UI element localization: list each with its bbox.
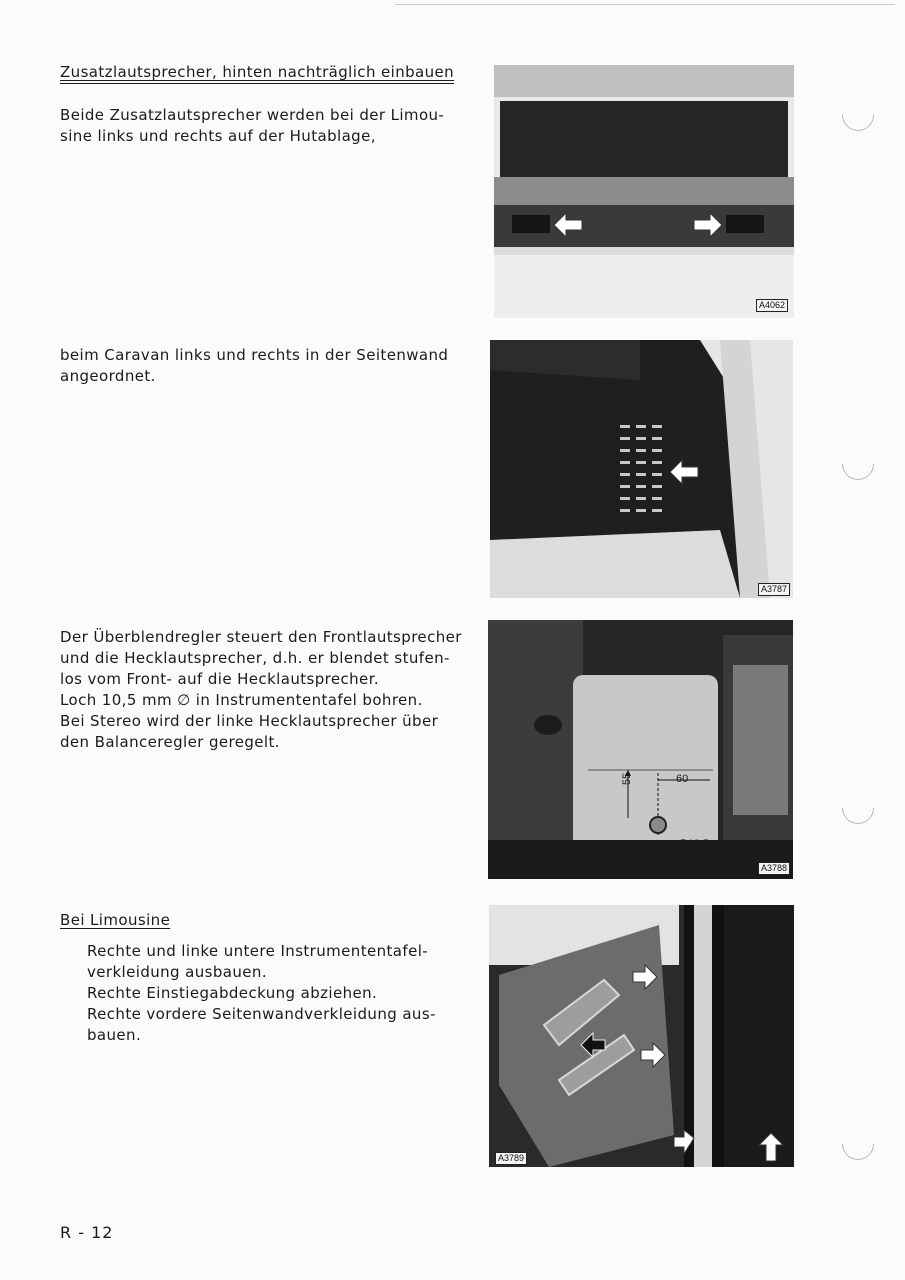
side-trim-image [489,905,794,1167]
paragraph-4 [87,941,436,1046]
text-line: los vom Front- auf die Hecklautsprecher. [60,670,380,688]
dimension-horizontal: 60 [676,773,689,785]
text-line: und die Hecklautsprecher, d.h. er blendet stufen- [60,649,450,667]
figure-label: A4062 [756,299,788,312]
punch-hole [835,1121,880,1166]
text-line: sine links und rechts auf der Hutablage, [60,127,376,145]
punch-hole [835,92,880,137]
figure-label: A3787 [758,583,790,596]
text-line: Loch 10,5 mm ∅ in Instrumententafel bohren. [60,691,423,709]
photo-parcel-shelf [494,65,794,318]
caravan-side-wall-image [490,340,793,598]
dimension-diameter: ∅10,5 [678,838,709,850]
paragraph-1 [60,105,444,147]
figure-label: A3788 [758,862,790,875]
section-subheading: Bei Limousine [60,911,171,929]
photo-instrument-panel [488,620,793,879]
photo-side-trim [489,905,794,1167]
parcel-shelf-image [494,65,794,318]
text-line: beim Caravan links und rechts in der Seitenwand [60,346,449,364]
page-number: R - 12 [60,1223,114,1242]
text-line: den Balanceregler geregelt. [60,733,280,751]
text-line: bauen. [87,1026,142,1044]
text-line: Rechte Einstiegabdeckung abziehen. [87,984,378,1002]
figure-label: A3789 [495,1152,527,1165]
top-rule [395,4,895,5]
text-line: verkleidung ausbauen. [87,963,267,981]
section-heading: Zusatzlautsprecher, hinten nachträglich einbauen [60,63,455,81]
text-line: angeordnet. [60,367,156,385]
text-line: Beide Zusatzlautsprecher werden bei der Limou- [60,106,445,124]
text-line: Der Überblendregler steuert den Frontlautsprecher [60,628,462,646]
punch-hole [835,785,880,830]
text-line: Bei Stereo wird der linke Hecklautsprecher über [60,712,439,730]
instrument-panel-image [488,620,793,879]
dimension-vertical: 55 [621,772,633,785]
text-line: Rechte vordere Seitenwandverkleidung aus- [87,1005,436,1023]
paragraph-3 [60,627,462,753]
paragraph-2 [60,345,448,387]
punch-hole [835,441,880,486]
text-line: Rechte und linke untere Instrumententafel- [87,942,429,960]
photo-caravan-side-wall [490,340,793,598]
